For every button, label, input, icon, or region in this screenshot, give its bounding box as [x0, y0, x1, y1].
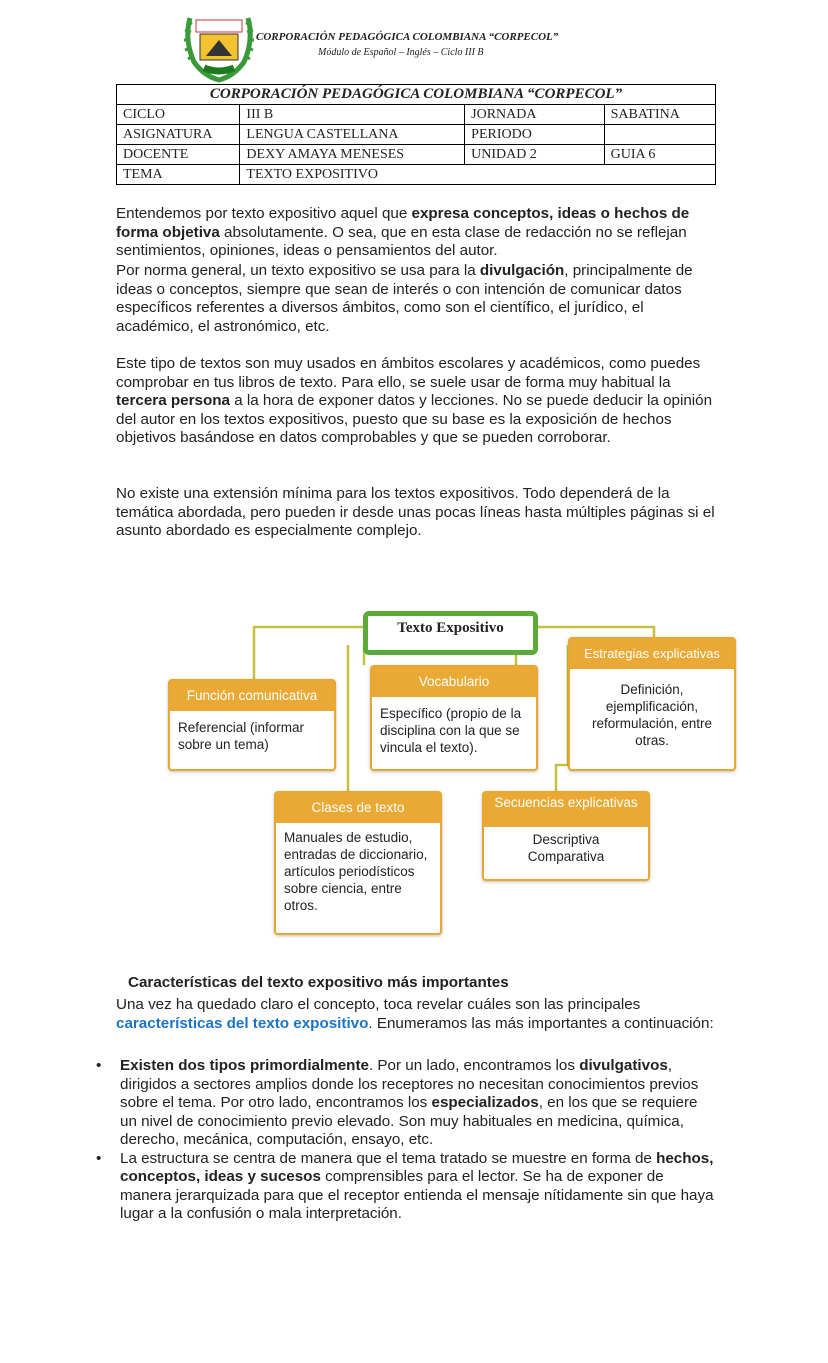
characteristics-link[interactable]: características del texto expositivo: [116, 1014, 369, 1032]
node-line: Descriptiva: [532, 832, 600, 847]
table-row: [117, 125, 716, 145]
paragraph-usage: Este tipo de textos son muy usados en ámbitos escolares y académicos, como puedes comprobar en tus libros de texto. Para ello, se suele usar de forma muy habitual la tercera persona a la hora de exponer datos y lecciones. No se puede deducir la opinión del autor en los textos expositivos, puesto que su base es la exposición de hechos objetivos basándose en datos comprobables y que se pueden corroborar.: [116, 355, 713, 446]
table-row: [117, 145, 716, 165]
paragraph-extension: No existe una extensión mínima para los textos expositivos. Todo dependerá de la temática abordada, pero pueden ir desde unas pocas líneas hasta múltiples páginas si el asunto abordado es especialmente complejo.: [116, 485, 715, 539]
list-item: • La estructura se centra de manera que el tema tratado se muestre en forma de hechos, conceptos, ideas y sucesos comprensibles para el lector. Se ha de exponer de manera jerarquizada para que el receptor entienda el mensaje nítidamente sin que haya lugar a la confusión o mala interpretación.: [96, 1149, 714, 1222]
node-clases-de-texto: [274, 791, 442, 935]
table-cell: JORNADA: [465, 105, 604, 125]
paragraph-divulgation: Por norma general, un texto expositivo se usa para la divulgación, principalmente de ideas o conceptos, siempre que sean de interés o con intención de comunicar datos específicos referentes a diversos ámbitos, como son el científico, el jurídico, el académico, el astronómico, etc.: [116, 262, 693, 335]
table-cell: DOCENTE: [117, 145, 240, 165]
node-body: Específico (propio de la disciplina con la que se vincula el texto).: [380, 706, 522, 755]
table-cell: ASIGNATURA: [117, 125, 240, 145]
org-header: CORPORACIÓN PEDAGÓGICA COLOMBIANA “CORPECOL”: [256, 31, 559, 43]
table-title: CORPORACIÓN PEDAGÓGICA COLOMBIANA “CORPECOL”: [117, 85, 716, 105]
bullet-marker: •: [96, 1057, 102, 1074]
node-vocabulario: [370, 665, 538, 771]
node-body: Referencial (informar sobre un tema): [178, 720, 305, 752]
section-intro: Una vez ha quedado claro el concepto, toca revelar cuáles son las principales características del texto expositivo. Enumeramos las más importantes a continuación:: [116, 996, 714, 1032]
node-title: Clases de texto: [276, 793, 440, 823]
table-row: [117, 165, 716, 185]
node-title: Vocabulario: [372, 667, 536, 697]
node-body: [484, 827, 648, 869]
table-cell: LENGUA CASTELLANA: [240, 125, 465, 145]
concept-map: [160, 605, 750, 940]
info-table: [116, 84, 716, 185]
table-cell: CICLO: [117, 105, 240, 125]
node-body: Manuales de estudio, entradas de diccionario, artículos periodísticos sobre ciencia, entre otros.: [284, 830, 428, 913]
table-cell: [604, 125, 715, 145]
table-cell: SABATINA: [604, 105, 715, 125]
node-title: Secuencias explicativas: [484, 793, 648, 827]
table-row: [117, 105, 716, 125]
table-cell: III B: [240, 105, 465, 125]
node-body: Definición, ejemplificación, reformulación, entre otras.: [591, 682, 713, 748]
paragraph-definition: Entendemos por texto expositivo aquel que expresa conceptos, ideas o hechos de forma objetiva absolutamente. O sea, que en esta clase de redacción no se reflejan sentimientos, opiniones, ideas o pensamientos del autor.: [116, 205, 690, 259]
root-node: Texto Expositivo: [363, 611, 538, 655]
node-title: Función comunicativa: [170, 681, 334, 711]
table-cell: UNIDAD 2: [465, 145, 604, 165]
node-funcion-comunicativa: [168, 679, 336, 771]
table-cell: DEXY AMAYA MENESES: [240, 145, 465, 165]
node-line: Comparativa: [527, 849, 605, 864]
node-secuencias: [482, 791, 650, 881]
characteristics-list: [96, 1057, 714, 1224]
table-cell: PERIODO: [465, 125, 604, 145]
corpecol-logo: [180, 10, 258, 84]
module-subtitle: Módulo de Español – Inglés – Ciclo III B: [318, 47, 484, 58]
table-cell: TEMA: [117, 165, 240, 185]
node-estrategias: [568, 637, 736, 771]
table-cell: TEXTO EXPOSITIVO: [240, 165, 716, 185]
node-title: Estrategias explicativas: [570, 639, 734, 669]
table-cell: GUIA 6: [604, 145, 715, 165]
list-item: • Existen dos tipos primordialmente. Por un lado, encontramos los divulgativos, dirigidos a sectores amplios donde los receptores no necesitan conocimientos previos sobre el tema. Por otro lado, encontramos los especializados, en los que se requiere un nivel de conocimiento previo elevado. Son muy habituales en medicina, química, derecho, mecánica, computación, ensayo, etc.: [96, 1057, 699, 1148]
bullet-marker: •: [96, 1149, 102, 1167]
section-heading: Características del texto expositivo más importantes: [128, 974, 509, 991]
table-row: [117, 85, 716, 105]
